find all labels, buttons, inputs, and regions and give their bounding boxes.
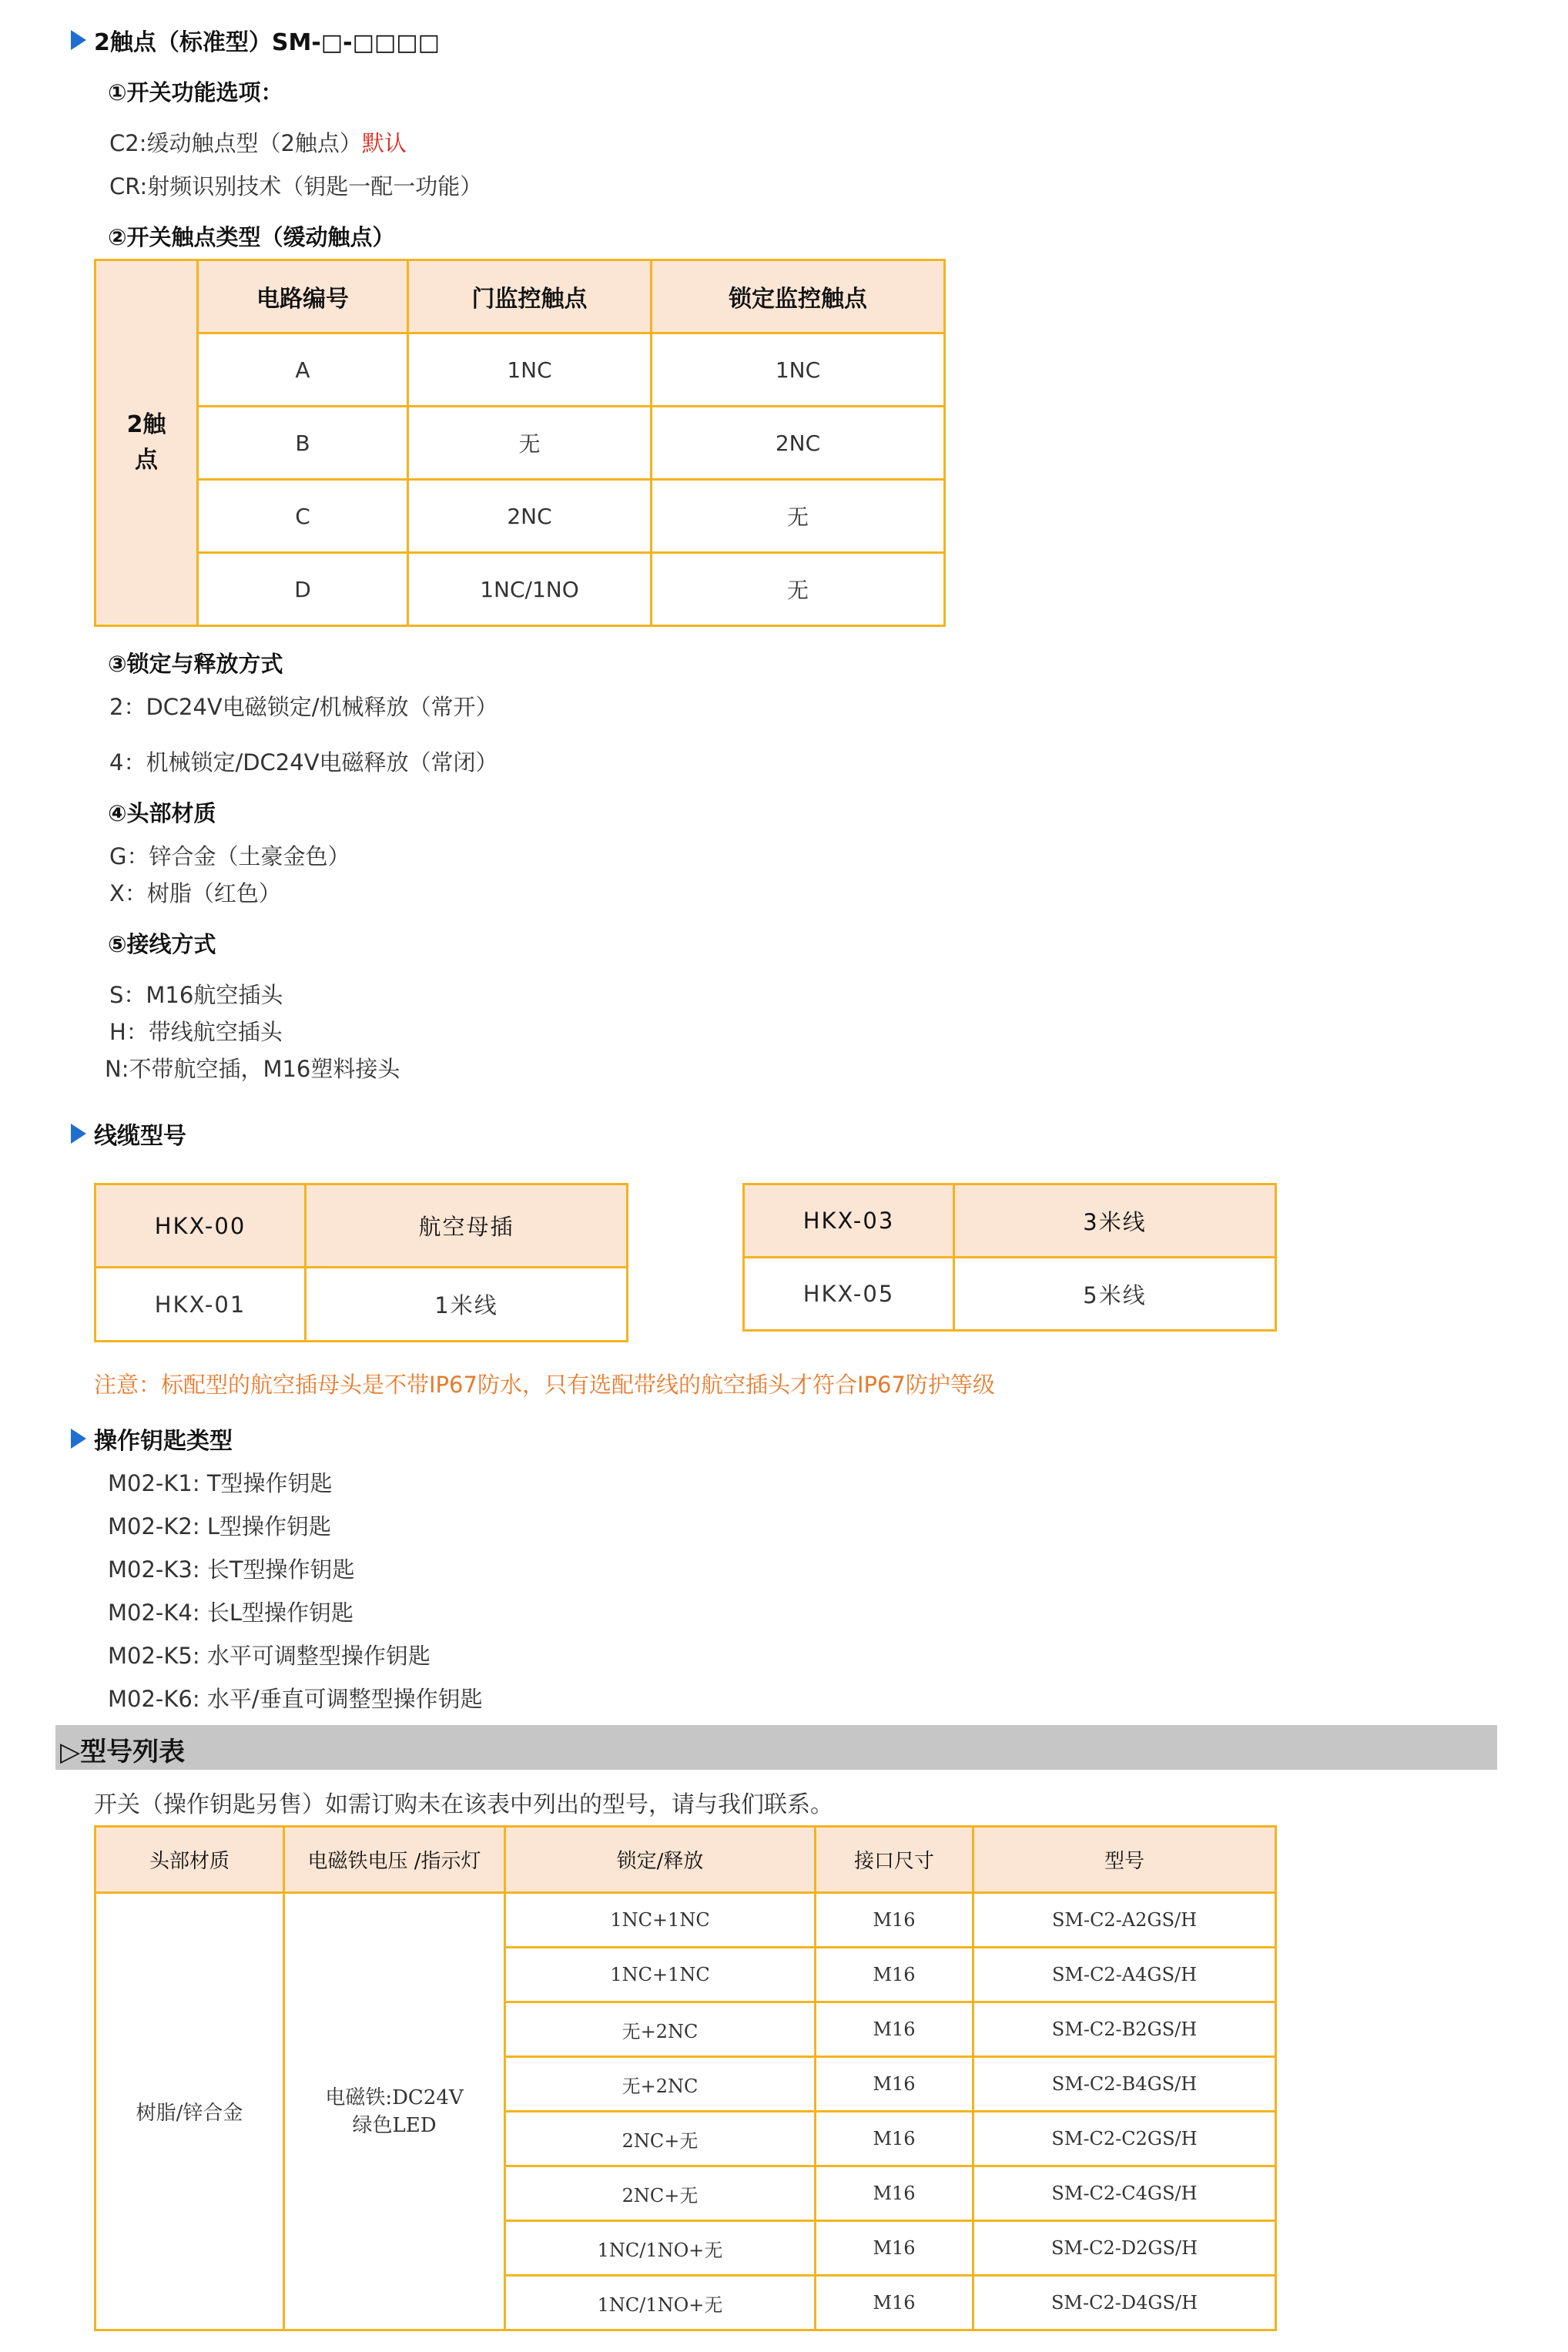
voltage-line: 电磁铁:DC24V [325, 2086, 464, 2109]
table-cell: SM-C2-A4GS/H [973, 1948, 1276, 2002]
table-cell: 1NC [652, 333, 945, 407]
cable-model: HKX-01 [95, 1268, 306, 1342]
key-item: M02-K6: 水平/垂直可调整型操作钥匙 [108, 1686, 483, 1712]
key-item: M02-K1: T型操作钥匙 [108, 1470, 333, 1496]
table-header: 型号 [973, 1827, 1276, 1893]
led-line: 绿色LED [352, 2113, 437, 2137]
table-cell: 无 [652, 553, 945, 626]
table-header: 头部材质 [95, 1827, 284, 1893]
contact-group-label: 2触 点 [95, 260, 198, 626]
key-item: M02-K2: L型操作钥匙 [108, 1513, 332, 1540]
table-cell: M16 [816, 2166, 973, 2221]
table-cell: M16 [816, 2276, 973, 2330]
model-list-band [55, 1725, 1497, 1770]
table-cell: 1NC/1NO+无 [505, 2276, 816, 2330]
table-cell: 无 [408, 407, 652, 480]
table-cell: SM-C2-B2GS/H [973, 2002, 1276, 2057]
material-cell: 树脂/锌合金 [95, 1893, 284, 2330]
cable-model: HKX-03 [744, 1184, 954, 1258]
table-cell: B [198, 407, 408, 480]
cable-desc: 1米线 [306, 1268, 628, 1342]
table-cell: SM-C2-A2GS/H [973, 1893, 1276, 1948]
table-cell: SM-C2-B4GS/H [973, 2057, 1276, 2112]
table-cell: M16 [816, 1893, 973, 1948]
table-header: 锁定/释放 [505, 1827, 816, 1893]
option5-item: S：M16航空插头 [109, 982, 283, 1008]
option3-item: 2：DC24V电磁锁定/机械释放（常开） [109, 694, 498, 720]
table-cell: D [198, 553, 408, 626]
table-cell: 1NC/1NO [408, 553, 652, 626]
option5-item: N:不带航空插，M16塑料接头 [105, 1056, 400, 1082]
option1-item-c2: C2:缓动触点型（2触点） [109, 130, 362, 156]
cable-table-right [742, 1183, 1277, 1332]
table-cell: 1NC+1NC [505, 1948, 816, 2002]
option1-item-cr: CR:射频识别技术（钥匙一配一功能） [109, 173, 483, 199]
key-item: M02-K3: 长T型操作钥匙 [108, 1556, 355, 1583]
table-cell: M16 [816, 2221, 973, 2276]
option1-item [109, 126, 407, 158]
triangle-bullet-icon [71, 1124, 86, 1144]
option1-title: ①开关功能选项： [108, 79, 283, 106]
key-item: M02-K5: 水平可调整型操作钥匙 [108, 1643, 431, 1669]
option4-item: X：树脂（红色） [109, 880, 281, 906]
table-cell: 1NC/1NO+无 [505, 2221, 816, 2276]
contact-type-table [94, 259, 946, 627]
option3-title: ③锁定与释放方式 [108, 651, 283, 677]
section-heading-keys [71, 1422, 233, 1456]
option4-item: G：锌合金（土豪金色） [109, 843, 350, 869]
option5-item: H：带线航空插头 [109, 1019, 283, 1045]
table-header: 锁定监控触点 [652, 260, 945, 333]
table-cell: 无+2NC [505, 2057, 816, 2112]
table-row [95, 553, 945, 626]
table-cell: M16 [816, 1948, 973, 2002]
cable-model: HKX-00 [95, 1184, 306, 1268]
table-cell: SM-C2-C2GS/H [973, 2112, 1276, 2166]
model-list-intro: 开关（操作钥匙另售）如需订购未在该表中列出的型号，请与我们联系。 [94, 1791, 833, 1818]
model-list-table [94, 1825, 1277, 2331]
table-row [95, 480, 945, 553]
table-header: 电路编号 [198, 260, 408, 333]
table-cell: M16 [816, 2002, 973, 2057]
voltage-cell [284, 1893, 505, 2330]
table-cell: 1NC+1NC [505, 1893, 816, 1948]
table-cell: 2NC+无 [505, 2166, 816, 2221]
table-cell: 1NC [408, 333, 652, 407]
section-heading-cable [71, 1117, 186, 1151]
section-title: 线缆型号 [94, 1123, 186, 1150]
option5-title: ⑤接线方式 [108, 931, 216, 957]
cable-desc: 5米线 [954, 1258, 1276, 1331]
default-label: 默认 [361, 130, 407, 156]
model-list-title: ▷型号列表 [60, 1737, 186, 1767]
table-cell: 无 [652, 480, 945, 553]
option3-item: 4：机械锁定/DC24V电磁释放（常闭） [109, 749, 498, 776]
cable-table-left [94, 1183, 628, 1342]
key-item: M02-K4: 长L型操作钥匙 [108, 1600, 354, 1626]
table-cell: A [198, 333, 408, 407]
table-cell: M16 [816, 2057, 973, 2112]
option2-title: ②开关触点类型（缓动触点） [108, 224, 395, 250]
section-title: 操作钥匙类型 [94, 1428, 233, 1455]
table-header: 电磁铁电压 /指示灯 [284, 1827, 505, 1893]
cable-desc: 航空母插 [306, 1184, 628, 1268]
table-header: 门监控触点 [408, 260, 652, 333]
section-title: 2触点（标准型）SM-□-□□□□ [94, 29, 440, 56]
table-row [95, 333, 945, 407]
table-cell: SM-C2-D2GS/H [973, 2221, 1276, 2276]
option4-title: ④头部材质 [108, 800, 216, 826]
section-heading-2contact [71, 23, 440, 57]
table-header: 接口尺寸 [816, 1827, 973, 1893]
table-cell: SM-C2-C4GS/H [973, 2166, 1276, 2221]
cable-model: HKX-05 [744, 1258, 954, 1331]
table-cell: 2NC [652, 407, 945, 480]
table-cell: C [198, 480, 408, 553]
table-cell: 无+2NC [505, 2002, 816, 2057]
table-cell: SM-C2-D4GS/H [973, 2276, 1276, 2330]
cable-desc: 3米线 [954, 1184, 1276, 1258]
triangle-bullet-icon [71, 30, 86, 50]
cable-note: 注意：标配型的航空插母头是不带IP67防水，只有选配带线的航空插头才符合IP67防护等级 [94, 1372, 995, 1398]
triangle-bullet-icon [71, 1429, 86, 1449]
table-row [95, 407, 945, 480]
table-cell: 2NC [408, 480, 652, 553]
table-row [95, 1893, 1276, 1948]
table-cell: M16 [816, 2112, 973, 2166]
table-cell: 2NC+无 [505, 2112, 816, 2166]
